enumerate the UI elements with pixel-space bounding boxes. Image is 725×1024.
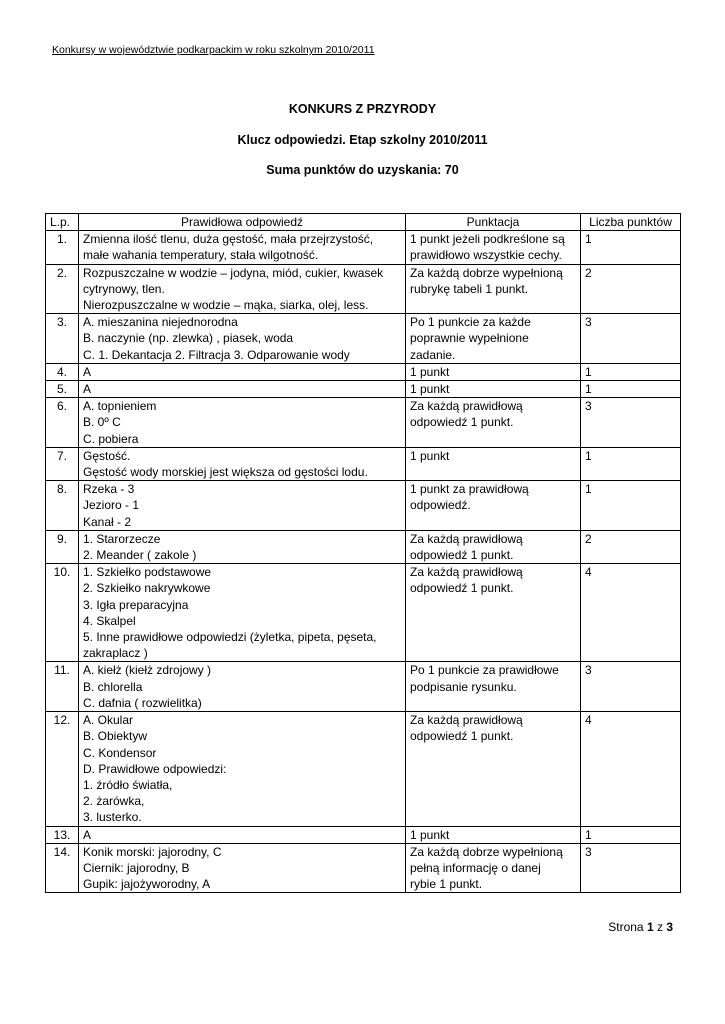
answer-cell bbox=[79, 447, 406, 480]
answer-line: 3. lusterko. bbox=[83, 810, 142, 825]
table-row bbox=[46, 843, 681, 893]
scoring-line: odpowiedź 1 punkt. bbox=[410, 415, 514, 430]
answer-line: B. 0º C bbox=[83, 415, 121, 430]
scoring-line: Za każdą dobrze wypełnioną bbox=[410, 265, 563, 280]
scoring-cell bbox=[406, 662, 581, 712]
row-number: 4. bbox=[46, 363, 79, 380]
points-total: Suma punktów do uzyskania: 70 bbox=[266, 163, 459, 177]
answer-line: A bbox=[83, 827, 92, 842]
points-cell: 1 bbox=[581, 481, 681, 531]
header-scoring: Punktacja bbox=[406, 214, 581, 231]
footer-middle: z bbox=[653, 920, 667, 934]
scoring-line: Za każdą prawidłową bbox=[410, 531, 523, 546]
scoring-line: rubrykę tabeli 1 punkt. bbox=[410, 281, 529, 296]
answer-line: małe wahania temperatury, stała wilgotność. bbox=[83, 248, 319, 263]
scoring-cell bbox=[406, 314, 581, 364]
scoring-cell bbox=[406, 381, 581, 398]
answer-line: zakraplacz ) bbox=[83, 646, 148, 661]
scoring-line: poprawnie wypełnione bbox=[410, 331, 529, 346]
table-row bbox=[46, 530, 681, 563]
document-subtitle: Klucz odpowiedzi. Etap szkolny 2010/2011 bbox=[237, 133, 488, 147]
points-cell: 3 bbox=[581, 662, 681, 712]
answer-line: Jezioro - 1 bbox=[83, 498, 140, 513]
scoring-cell bbox=[406, 231, 581, 264]
answer-cell bbox=[79, 843, 406, 893]
answer-line: A. Okular bbox=[83, 713, 134, 728]
answer-line: 5. Inne prawidłowe odpowiedzi (żyletka, pipeta, pęseta, bbox=[83, 630, 377, 645]
table-row bbox=[46, 564, 681, 662]
points-cell: 1 bbox=[581, 363, 681, 380]
answer-cell bbox=[79, 363, 406, 380]
table-row bbox=[46, 363, 681, 380]
document-header: Konkursy w województwie podkarpackim w roku szkolnym 2010/2011 bbox=[52, 44, 375, 56]
header-lp: L.p. bbox=[46, 214, 79, 231]
answer-cell bbox=[79, 398, 406, 448]
scoring-cell bbox=[406, 398, 581, 448]
scoring-line: Za każdą prawidłową bbox=[410, 713, 523, 728]
scoring-line: Za każdą prawidłową bbox=[410, 399, 523, 414]
scoring-line: 1 punkt jeżeli podkreślone są bbox=[410, 232, 565, 247]
scoring-line: zadanie. bbox=[410, 347, 456, 362]
points-cell: 1 bbox=[581, 231, 681, 264]
answer-line: cytrynowy, tlen. bbox=[83, 281, 165, 296]
answer-line: 4. Skalpel bbox=[83, 613, 136, 628]
scoring-line: Za każdą dobrze wypełnioną bbox=[410, 844, 563, 859]
table-row bbox=[46, 826, 681, 843]
answer-line: 2. żarówka, bbox=[83, 794, 145, 809]
scoring-cell bbox=[406, 826, 581, 843]
points-cell: 4 bbox=[581, 564, 681, 662]
table-row bbox=[46, 447, 681, 480]
row-number: 11. bbox=[46, 662, 79, 712]
answer-line: C. dafnia ( rozwielitka) bbox=[83, 695, 202, 710]
row-number: 13. bbox=[46, 826, 79, 843]
scoring-line: podpisanie rysunku. bbox=[410, 679, 517, 694]
table-header-row bbox=[46, 214, 681, 231]
answer-line: A. kiełż (kiełż zdrojowy ) bbox=[83, 663, 212, 678]
answer-line: Kanał - 2 bbox=[83, 514, 132, 529]
scoring-line: odpowiedź 1 punkt. bbox=[410, 729, 514, 744]
answer-line: Zmienna ilość tlenu, duża gęstość, mała przejrzystość, bbox=[83, 232, 374, 247]
row-number: 6. bbox=[46, 398, 79, 448]
table-row bbox=[46, 398, 681, 448]
answer-line: Rozpuszczalne w wodzie – jodyna, miód, cukier, kwasek bbox=[83, 265, 384, 280]
scoring-line: 1 punkt bbox=[410, 448, 450, 463]
answer-line: Nierozpuszczalne w wodzie – mąka, siarka, olej, less. bbox=[83, 298, 369, 313]
points-cell: 1 bbox=[581, 826, 681, 843]
row-number: 14. bbox=[46, 843, 79, 893]
scoring-line: Za każdą prawidłową bbox=[410, 565, 523, 580]
table-row bbox=[46, 314, 681, 364]
answer-cell bbox=[79, 381, 406, 398]
scoring-cell bbox=[406, 530, 581, 563]
answer-cell bbox=[79, 481, 406, 531]
scoring-line: 1 punkt bbox=[410, 364, 450, 379]
answer-line: A. mieszanina niejednorodna bbox=[83, 315, 238, 330]
answer-line: Rzeka - 3 bbox=[83, 482, 135, 497]
points-cell: 4 bbox=[581, 712, 681, 826]
scoring-line: odpowiedź. bbox=[410, 498, 471, 513]
table-row bbox=[46, 231, 681, 264]
scoring-line: Po 1 punkcie za prawidłowe bbox=[410, 663, 559, 678]
answer-line: A bbox=[83, 364, 92, 379]
scoring-line: 1 punkt za prawidłową bbox=[410, 482, 529, 497]
table-row bbox=[46, 264, 681, 314]
footer-prefix: Strona bbox=[608, 920, 647, 934]
table-row bbox=[46, 712, 681, 826]
answer-line: 2. Szkiełko nakrywkowe bbox=[83, 581, 211, 596]
answer-line: 1. Starorzecze bbox=[83, 531, 161, 546]
points-cell: 3 bbox=[581, 398, 681, 448]
answer-cell bbox=[79, 662, 406, 712]
scoring-cell bbox=[406, 264, 581, 314]
header-points: Liczba punktów bbox=[581, 214, 681, 231]
answer-cell bbox=[79, 530, 406, 563]
points-cell: 3 bbox=[581, 843, 681, 893]
answer-key-table bbox=[45, 213, 681, 893]
row-number: 12. bbox=[46, 712, 79, 826]
footer-total: 3 bbox=[666, 920, 673, 934]
row-number: 8. bbox=[46, 481, 79, 531]
header-answer: Prawidłowa odpowiedź bbox=[79, 214, 406, 231]
answer-line: 3. Igła preparacyjna bbox=[83, 597, 189, 612]
page-footer bbox=[608, 920, 673, 934]
points-cell: 1 bbox=[581, 447, 681, 480]
answer-line: Konik morski: jajorodny, C bbox=[83, 844, 222, 859]
answer-line: A bbox=[83, 382, 92, 397]
answer-line: Gupik: jajożyworodny, A bbox=[83, 877, 211, 892]
answer-line: C. 1. Dekantacja 2. Filtracja 3. Odparowanie wody bbox=[83, 347, 350, 362]
table-row bbox=[46, 381, 681, 398]
answer-line: B. chlorella bbox=[83, 679, 143, 694]
scoring-cell bbox=[406, 363, 581, 380]
scoring-cell bbox=[406, 843, 581, 893]
answer-line: 2. Meander ( zakole ) bbox=[83, 548, 197, 563]
answer-cell bbox=[79, 826, 406, 843]
scoring-line: pełną informację o danej bbox=[410, 860, 541, 875]
scoring-cell bbox=[406, 712, 581, 826]
scoring-line: rybie 1 punkt. bbox=[410, 877, 483, 892]
answer-line: B. naczynie (np. zlewka) , piasek, woda bbox=[83, 331, 294, 346]
answer-line: Ciernik: jajorodny, B bbox=[83, 860, 190, 875]
table-row bbox=[46, 481, 681, 531]
row-number: 5. bbox=[46, 381, 79, 398]
scoring-cell bbox=[406, 447, 581, 480]
answer-cell bbox=[79, 314, 406, 364]
scoring-line: odpowiedź 1 punkt. bbox=[410, 581, 514, 596]
answer-line: Gęstość. bbox=[83, 448, 131, 463]
scoring-line: 1 punkt bbox=[410, 382, 450, 397]
answer-cell bbox=[79, 231, 406, 264]
answer-line: B. Obiektyw bbox=[83, 729, 148, 744]
answer-cell bbox=[79, 712, 406, 826]
answer-line: D. Prawidłowe odpowiedzi: bbox=[83, 761, 227, 776]
points-cell: 2 bbox=[581, 264, 681, 314]
answer-line: 1. źródło światła, bbox=[83, 777, 173, 792]
answer-line: Gęstość wody morskiej jest większa od gęstości lodu. bbox=[83, 465, 368, 480]
row-number: 7. bbox=[46, 447, 79, 480]
answer-cell bbox=[79, 264, 406, 314]
answer-line: C. Kondensor bbox=[83, 745, 157, 760]
footer-page: 1 bbox=[646, 920, 654, 934]
scoring-line: prawidłowo wszystkie cechy. bbox=[410, 248, 562, 263]
answer-line: C. pobiera bbox=[83, 431, 139, 446]
row-number: 10. bbox=[46, 564, 79, 662]
points-cell: 3 bbox=[581, 314, 681, 364]
row-number: 1. bbox=[46, 231, 79, 264]
points-cell: 1 bbox=[581, 381, 681, 398]
scoring-cell bbox=[406, 564, 581, 662]
answer-line: A. topnieniem bbox=[83, 399, 157, 414]
row-number: 9. bbox=[46, 530, 79, 563]
answer-cell bbox=[79, 564, 406, 662]
answer-line: 1. Szkiełko podstawowe bbox=[83, 565, 212, 580]
table-row bbox=[46, 662, 681, 712]
points-cell: 2 bbox=[581, 530, 681, 563]
row-number: 2. bbox=[46, 264, 79, 314]
row-number: 3. bbox=[46, 314, 79, 364]
document-title: KONKURS Z PRZYRODY bbox=[288, 102, 437, 116]
scoring-line: Po 1 punkcie za każde bbox=[410, 315, 531, 330]
scoring-cell bbox=[406, 481, 581, 531]
scoring-line: 1 punkt bbox=[410, 827, 450, 842]
scoring-line: odpowiedź 1 punkt. bbox=[410, 548, 514, 563]
